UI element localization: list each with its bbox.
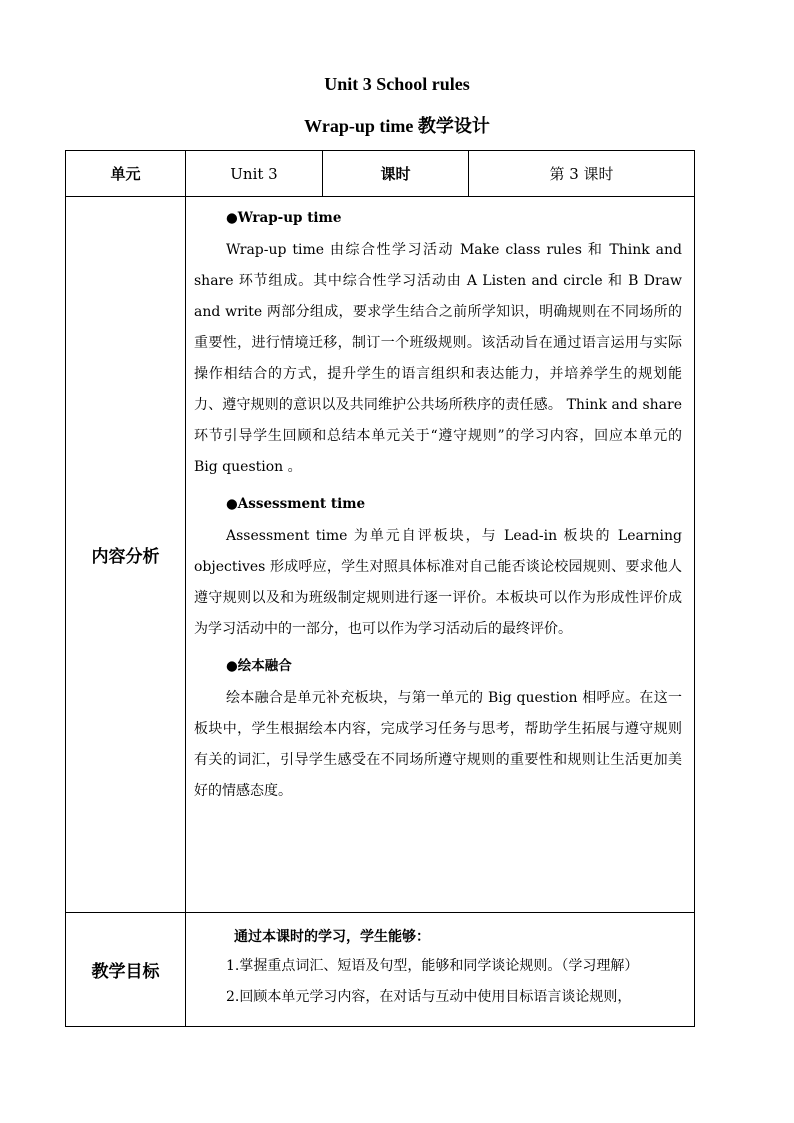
section-paragraph: Assessment time 为单元自评板块，与 Lead-in 板块的 Learning objectives 形成呼应，学生对照具体标准对自己能否谈论校园规则、要求他人遵守规则以及和为班级制定规则进行逐一评价。本板块可以作为形成性评价成为学习活动中的一部分，也可以作为学习活动后的最终评价。 xyxy=(194,528,682,637)
teaching-goals-body xyxy=(186,913,695,1027)
content-analysis-body xyxy=(186,197,695,913)
lesson-label-cell: 课时 xyxy=(323,151,469,197)
document-subtitle: Wrap-up time 教学设计 xyxy=(304,116,490,136)
unit-label-cell: 单元 xyxy=(66,151,186,197)
goal-item: 1.掌握重点词汇、短语及句型，能够和同学谈论规则。（学习理解） xyxy=(226,958,639,974)
lesson-plan-table xyxy=(65,150,695,1027)
unit-value-cell: Unit 3 xyxy=(186,151,323,197)
section-paragraph: 绘本融合是单元补充板块，与第一单元的 Big question 相呼应。在这一板块中，学生根据绘本内容，完成学习任务与思考，帮助学生拓展与遵守规则有关的词汇，引导学生感受在不同场所遵守规则的重要性和规则让生活更加美好的情感态度。 xyxy=(194,690,682,799)
content-analysis-row xyxy=(66,197,695,913)
section-heading: ●绘本融合 xyxy=(226,658,292,674)
section-heading: ●Assessment time xyxy=(226,496,366,512)
document-title: Unit 3 School rules xyxy=(324,74,470,94)
lesson-value-cell: 第 3 课时 xyxy=(469,151,695,197)
section-paragraph: Wrap-up time 由综合性学习活动 Make class rules 和 Think and share 环节组成。其中综合性学习活动由 A Listen and circle 和 B Draw and write 两部分组成，要求学生结合之前所学知识，明确规则在不同场所的重要性，进行情境迁移，制订一个班级规则。该活动旨在通过语言运用与实际操作相结合的方式，提升学生的语言组织和表达能力，并培养学生的规划能力、遵守规则的意识以及共同维护公共场所秩序的责任感。 Think and share 环节引导学生回顾和总结本单元关于“遵守规则”的学习内容，回应本单元的 Big question 。 xyxy=(194,242,682,475)
header-row xyxy=(66,151,695,197)
section-heading: ●Wrap-up time xyxy=(226,210,342,226)
content-analysis-label: 内容分析 xyxy=(66,197,186,913)
teaching-goals-row xyxy=(66,913,695,1027)
goal-item: 2.回顾本单元学习内容，在对话与互动中使用目标语言谈论规则， xyxy=(226,989,632,1005)
goals-intro: 通过本课时的学习，学生能够： xyxy=(234,929,430,945)
teaching-goals-label: 教学目标 xyxy=(66,913,186,1027)
